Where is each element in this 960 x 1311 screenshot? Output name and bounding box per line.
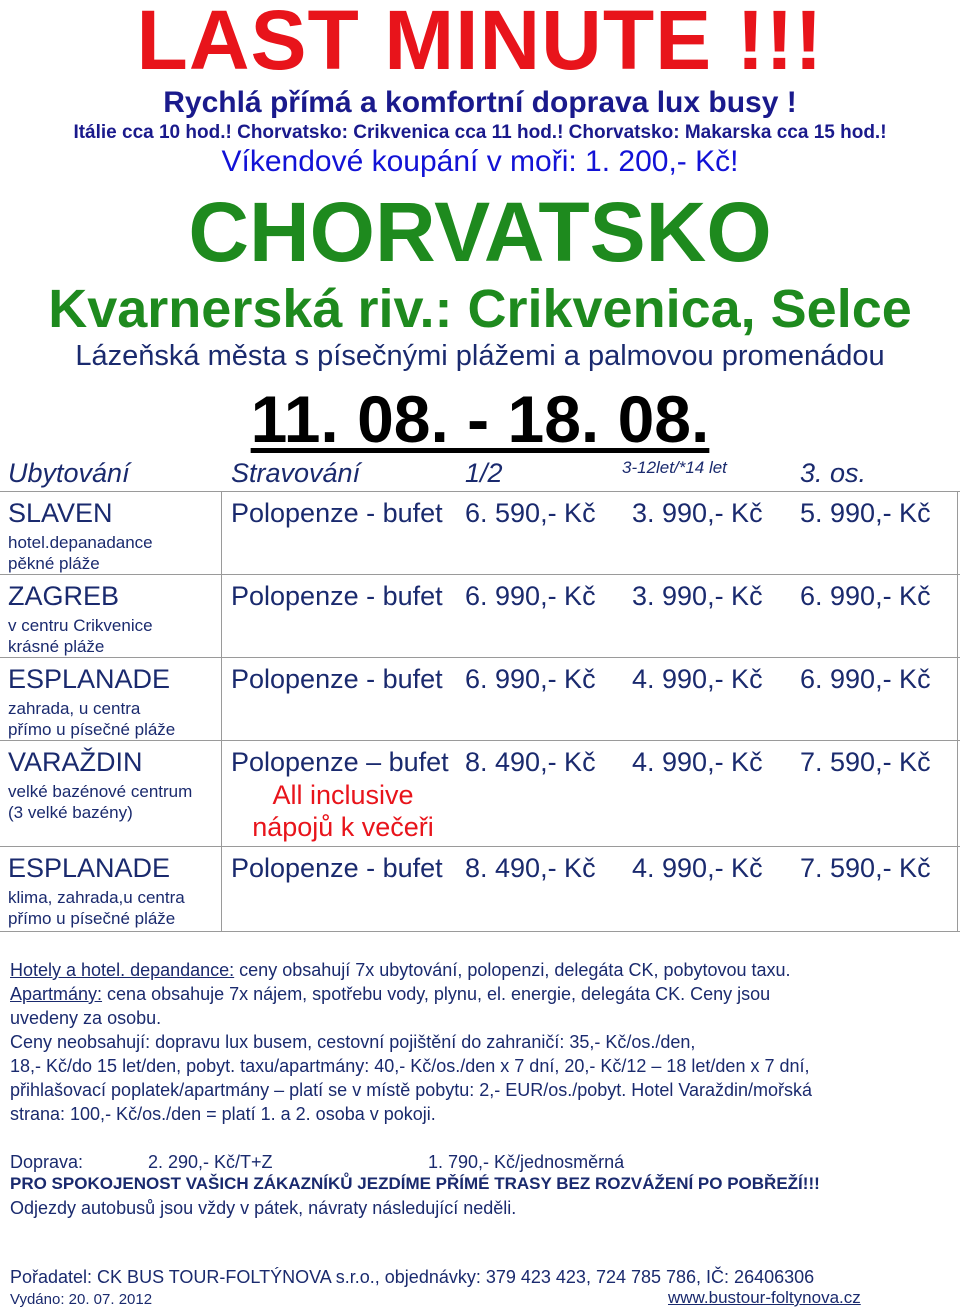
issue-date: Vydáno: 20. 07. 2012 [10, 1291, 153, 1308]
region-title: Kvarnerská riv.: Crikvenica, Selce [48, 279, 912, 339]
price-child: 4. 990,- Kč [632, 664, 763, 694]
hotels-note [10, 958, 791, 982]
hotel-name: ESPLANADE [8, 664, 171, 694]
price-half: 6. 990,- Kč [465, 581, 596, 611]
price-third-person: 6. 990,- Kč [800, 581, 931, 611]
header-child: 3-12let/*14 let [622, 458, 727, 477]
header-half: 1/2 [465, 458, 503, 488]
price-third-person: 7. 590,- Kč [800, 747, 931, 777]
apartments-note [10, 982, 770, 1006]
excluded-note: strana: 100,- Kč/os./den = platí 1. a 2. osoba v pokoji. [10, 1104, 436, 1124]
hotel-name: ZAGREB [8, 581, 120, 611]
departures-note: Odjezdy autobusů jsou vždy v pátek, návraty následující neděli. [10, 1198, 517, 1218]
hotel-description: velké bazénové centrum (3 velké bazény) [8, 782, 193, 822]
trip-dates: 11. 08. - 18. 08. [250, 382, 710, 456]
table-row [0, 741, 960, 846]
transport-oneway-price: 1. 790,- Kč/jednosměrná [428, 1152, 625, 1172]
website-link[interactable]: www.bustour-foltynova.cz [668, 1288, 861, 1307]
board-type: Polopenze - bufet [231, 664, 443, 694]
country-title: CHORVATSKO [188, 185, 772, 279]
price-child: 4. 990,- Kč [632, 747, 763, 777]
hotel-name: ESPLANADE [8, 853, 171, 883]
hotel-name: VARAŽDIN [8, 747, 143, 777]
hotel-description: klima, zahrada,u centra přímo u písečné pláže [8, 888, 185, 928]
hotel-name: SLAVEN [8, 498, 113, 528]
apartments-note-cont: uvedeny za osobu. [10, 1008, 162, 1028]
drinks-label: nápojů k večeři [252, 812, 434, 842]
price-third-person: 5. 990,- Kč [800, 498, 931, 528]
price-third-person: 6. 990,- Kč [800, 664, 931, 694]
hotels-note-text: ceny obsahují 7x ubytování, polopenzi, delegáta CK, pobytovou taxu. [234, 960, 791, 980]
table-divider [0, 931, 960, 932]
hotel-description: hotel.depanadance pěkné pláže [8, 533, 153, 573]
hotels-note-label: Hotely a hotel. depandance: [10, 960, 235, 980]
board-type: Polopenze - bufet [231, 498, 443, 528]
board-type: Polopenze – bufet [231, 747, 449, 777]
organizer-info: Pořadatel: CK BUS TOUR-FOLTÝNOVA s.r.o., objednávky: 379 423 423, 724 785 786, IČ: 26406306 [10, 1267, 815, 1287]
price-child: 3. 990,- Kč [632, 498, 763, 528]
hotel-description: v centru Crikvenice krásné pláže [8, 616, 153, 656]
travel-times: Itálie cca 10 hod.! Chorvatsko: Crikvenica cca 11 hod.! Chorvatsko: Makarska cca 15 hod.! [73, 122, 887, 143]
excluded-note: 18,- Kč/do 15 let/den, pobyt. taxu/apartmány: 40,- Kč/os./den x 7 dní, 20,- Kč/12 – 18 let/den x 7 dní, [10, 1056, 810, 1076]
weekend-offer: Víkendové koupání v moři: 1. 200,- Kč! [221, 145, 739, 178]
headline: LAST MINUTE !!! [136, 0, 824, 87]
table-row [0, 658, 960, 740]
price-child: 3. 990,- Kč [632, 581, 763, 611]
apartments-note-text: cena obsahuje 7x nájem, spotřebu vody, plynu, el. energie, delegáta CK. Ceny jsou [102, 984, 771, 1004]
table-row [0, 492, 960, 574]
apartments-note-label: Apartmány: [10, 984, 103, 1004]
all-inclusive-label: All inclusive [272, 780, 414, 810]
header-third-person: 3. os. [800, 458, 867, 488]
transport-slogan: Rychlá přímá a komfortní doprava lux busy ! [163, 86, 797, 119]
transport-label: Doprava: [10, 1152, 84, 1172]
excluded-note: přihlašovací poplatek/apartmány – platí se v místě pobytu: 2,- EUR/os./pobyt. Hotel Varaždin/mořská [10, 1080, 813, 1100]
board-type: Polopenze - bufet [231, 581, 443, 611]
header-accommodation: Ubytování [8, 458, 130, 488]
price-child: 4. 990,- Kč [632, 853, 763, 883]
price-table [0, 450, 960, 932]
direct-route-promise: PRO SPOKOJENOST VAŠICH ZÁKAZNÍKŮ JEZDÍME PŘÍMÉ TRASY BEZ ROZVÁŽENÍ PO POBŘEŽÍ!!! [10, 1174, 820, 1193]
header-board: Stravování [231, 458, 361, 488]
price-third-person: 7. 590,- Kč [800, 853, 931, 883]
table-row [0, 575, 960, 657]
transport-return-price: 2. 290,- Kč/T+Z [148, 1152, 273, 1172]
board-type: Polopenze - bufet [231, 853, 443, 883]
price-half: 8. 490,- Kč [465, 747, 596, 777]
price-half: 6. 590,- Kč [465, 498, 596, 528]
region-slogan: Lázeňská města s písečnými plážemi a palmovou promenádou [75, 340, 885, 372]
excluded-note: Ceny neobsahují: dopravu lux busem, cestovní pojištění do zahraničí: 35,- Kč/os./den, [10, 1032, 696, 1052]
price-half: 8. 490,- Kč [465, 853, 596, 883]
price-half: 6. 990,- Kč [465, 664, 596, 694]
hotel-description: zahrada, u centra přímo u písečné pláže [8, 699, 176, 739]
table-row [0, 847, 960, 931]
